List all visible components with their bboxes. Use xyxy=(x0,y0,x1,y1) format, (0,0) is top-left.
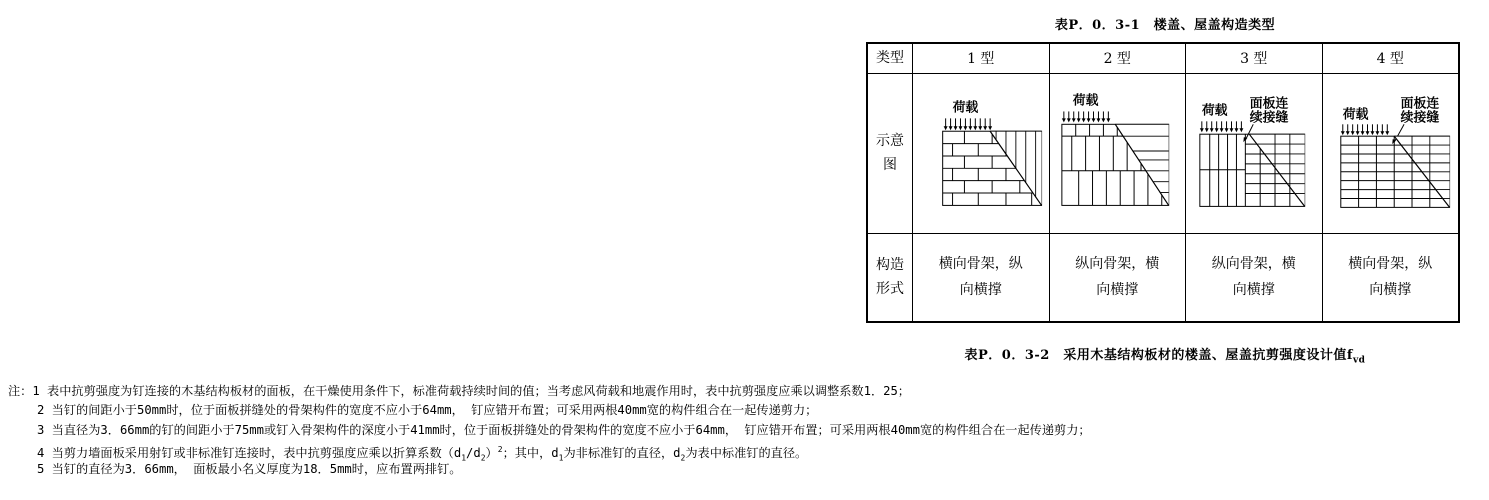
note-4 xyxy=(8,440,1478,463)
note-4-sub2: 2 xyxy=(480,453,486,463)
type-1-form-line2: 向横撑 xyxy=(959,282,1002,299)
type-3-diagram-cell xyxy=(1186,73,1323,233)
note-5: 5 当钉的直径为3．66mm， 面板最小名义厚度为18．5mm时，应布置两排钉。 xyxy=(37,461,462,476)
form-row-label-line2: 形式 xyxy=(876,281,904,298)
type-3-seam-label-line2: 续接缝 xyxy=(1249,109,1289,125)
note-4-part-a: 4 当剪力墙面板采用射钉或非标准钉连接时，表中抗剪强度应乘以折算系数（d xyxy=(37,446,462,461)
note-4-part-e: 为非标准钉的直径，d xyxy=(563,446,681,461)
construction-form-row xyxy=(867,233,1459,322)
type-4-load-arrows xyxy=(1342,124,1387,133)
note-4-part-f: 为表中标准钉的直径。 xyxy=(685,446,808,461)
type-3-form-line2: 向横撑 xyxy=(1232,282,1275,299)
floor-roof-types-table xyxy=(866,42,1460,323)
type-2-header: 2 型 xyxy=(1049,43,1186,73)
type-1-diagram xyxy=(913,74,1049,229)
type-3-header: 3 型 xyxy=(1186,43,1323,73)
note-1-text: 1 表中抗剪强度为钉连接的木基结构板材的面板，在干燥使用条件下，标准荷载持续时间的值；当考虑风荷载和地震作用时，表中抗剪强度应乘以调整系数1．25； xyxy=(32,384,910,398)
type-2-load-label: 荷载 xyxy=(1072,93,1098,109)
form-row-label xyxy=(867,233,913,322)
type-3-form xyxy=(1186,233,1323,322)
type-4-form-line1: 横向骨架，纵 xyxy=(1348,256,1433,273)
note-4-sub4: 2 xyxy=(680,453,686,463)
type-2-form xyxy=(1049,233,1186,322)
type-4-load-label: 荷载 xyxy=(1342,106,1368,122)
table2-title-subscript: vd xyxy=(1352,355,1366,366)
form-row-label-line1: 构造 xyxy=(876,257,904,274)
type-3-load-label: 荷载 xyxy=(1201,102,1228,118)
note-4-sup: 2 xyxy=(497,445,503,455)
type-4-diagram xyxy=(1323,74,1459,229)
type-1-form xyxy=(913,233,1050,322)
note-2: 2 当钉的间距小于50mm时，位于面板拼缝处的骨架构件的宽度不应小于64mm， 钉应错开布置；可采用两根40mm宽的构件组合在一起传递剪力； xyxy=(37,403,818,418)
type-1-header: 1 型 xyxy=(913,43,1050,73)
type-4-form xyxy=(1322,233,1459,322)
type-2-form-line2: 向横撑 xyxy=(1096,282,1139,299)
type-1-load-label: 荷载 xyxy=(952,99,979,115)
table-header-row xyxy=(867,43,1459,73)
table2-title-text: 表P．0．3-2 采用木基结构板材的楼盖、屋盖抗剪强度设计值f xyxy=(964,348,1353,363)
note-4-part-c: ） xyxy=(485,446,498,461)
note-4-sub3: 1 xyxy=(558,453,564,463)
notes-prefix: 注： xyxy=(8,384,33,398)
type-4-form-line2: 向横撑 xyxy=(1369,282,1412,299)
type-4-seam-label-line2: 续接缝 xyxy=(1400,109,1439,125)
note-3: 3 当直径为3．66mm的钉的间距小于75mm或钉入骨架构件的深度小于41mm时，位于面板拼缝处的骨架构件的宽度不应小于64mm， 钉应错开布置；可采用两根40mm宽的构件组合在一起传递剪力； xyxy=(37,422,1091,437)
note-4-part-d: ；其中，d xyxy=(502,446,559,461)
type-3-seam-label-line1: 面板连 xyxy=(1249,95,1289,111)
type-4-header: 4 型 xyxy=(1322,43,1459,73)
header-label: 类型 xyxy=(867,43,913,73)
type-1-form-line1: 横向骨架，纵 xyxy=(938,256,1023,273)
type-3-form-line1: 纵向骨架，横 xyxy=(1211,256,1296,273)
type-2-form-line1: 纵向骨架，横 xyxy=(1075,256,1160,273)
note-1 xyxy=(8,382,1478,401)
table1-title: 表P．0．3-1 楼盖、屋盖构造类型 xyxy=(1054,18,1276,33)
type-2-load-arrows xyxy=(1063,111,1108,120)
note-4-sub1: 1 xyxy=(461,453,467,463)
type-4-diagram-cell xyxy=(1322,73,1459,233)
diagram-row xyxy=(867,73,1459,233)
table2-title xyxy=(905,344,1425,366)
diagram-row-label-line1: 示意 xyxy=(876,133,904,149)
type-1-diagram-cell xyxy=(913,73,1050,233)
note-4-part-b: /d xyxy=(466,446,481,461)
diagram-row-label xyxy=(867,73,913,233)
type-4-seam-label-line1: 面板连 xyxy=(1400,95,1439,111)
type-2-diagram-cell xyxy=(1049,73,1186,233)
type-3-diagram xyxy=(1186,74,1322,229)
diagram-row-label-line2: 图 xyxy=(883,157,897,173)
notes-block xyxy=(8,382,1478,479)
type-2-diagram xyxy=(1050,74,1186,229)
